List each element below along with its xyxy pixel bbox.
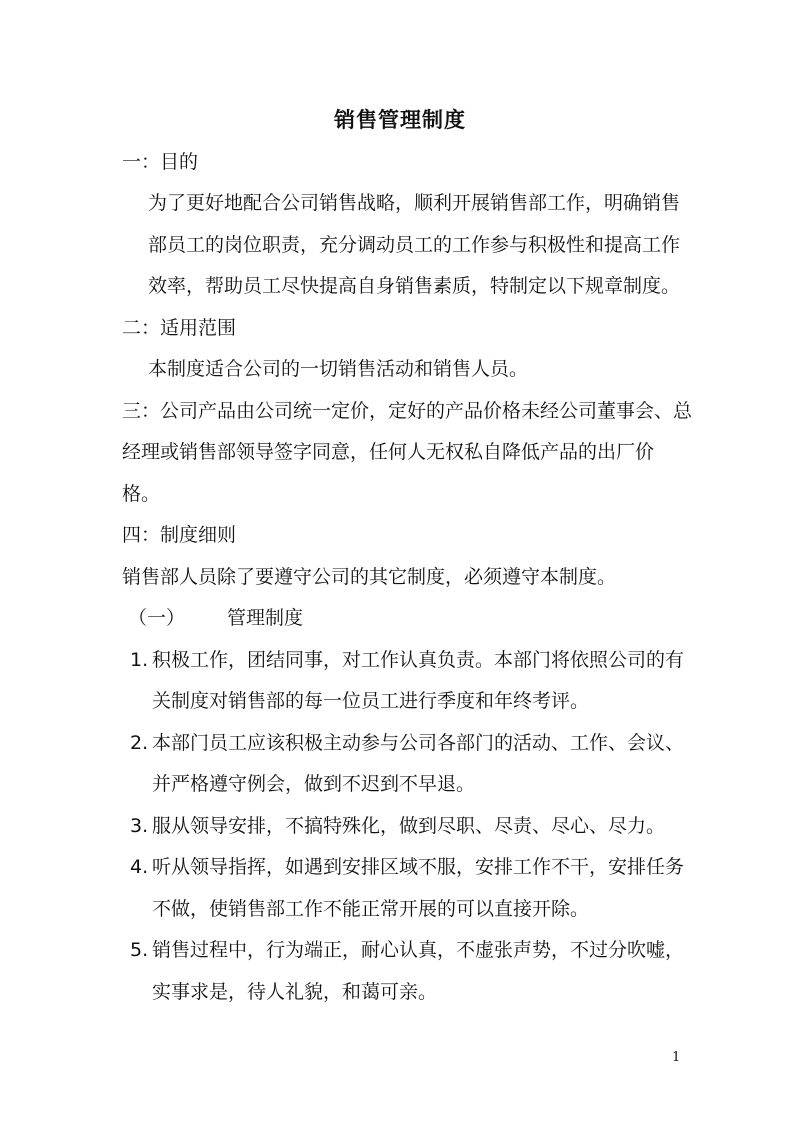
paragraph-line: 本制度适合公司的一切销售活动和销售人员。 [148,358,529,380]
paragraph-line: 效率，帮助员工尽快提高自身销售素质，特制定以下规章制度。 [148,275,681,297]
list-number: 5. [130,939,149,961]
list-item-line: 积极工作，团结同事，对工作认真负责。本部门将依照公司的有 [152,649,685,671]
paragraph-line: 部员工的岗位职责，充分调动员工的工作参与积极性和提高工作 [148,234,681,256]
list-item-line: 本部门员工应该积极主动参与公司各部门的活动、工作、会议、 [152,732,685,754]
list-item-line: 不做，使销售部工作不能正常开展的可以直接开除。 [152,898,590,920]
list-number: 3. [130,815,149,837]
list-number: 4. [130,856,149,878]
list-item-line: 销售过程中，行为端正，耐心认真，不虚张声势，不过分吹嘘， [152,939,685,961]
list-number: 2. [130,732,149,754]
list-item-line: 听从领导指挥，如遇到安排区域不服，安排工作不干，安排任务 [152,856,685,878]
list-number: 1. [130,649,149,671]
section-heading: 三：公司产品由公司统一定价，定好的产品价格未经公司董事会、总 [122,400,693,422]
paragraph-line: 为了更好地配合公司销售战略，顺利开展销售部工作，明确销售 [148,192,681,214]
paragraph-line: 格。 [122,483,161,505]
section-heading: 四：制度细则 [122,524,237,546]
page-number: 1 [672,1050,681,1065]
paragraph-line: 经理或销售部领导签字同意，任何人无权私自降低产品的出厂价 [122,441,655,463]
subsection-title: 管理制度 [227,607,304,629]
document-title: 销售管理制度 [334,108,466,132]
section-heading: 一：目的 [122,151,199,173]
subsection-number: （一） [128,607,186,629]
list-item-line: 并严格遵守例会，做到不迟到不早退。 [152,773,476,795]
section-heading: 二：适用范围 [122,317,237,339]
list-item-line: 关制度对销售部的每一位员工进行季度和年终考评。 [152,690,590,712]
paragraph-line: 销售部人员除了要遵守公司的其它制度，必须遵守本制度。 [122,566,617,588]
subsection-heading [128,605,303,631]
list-item-line: 实事求是，待人礼貌，和蔼可亲。 [152,981,438,1003]
list-item-line: 服从领导安排，不搞特殊化，做到尽职、尽责、尽心、尽力。 [152,815,666,837]
